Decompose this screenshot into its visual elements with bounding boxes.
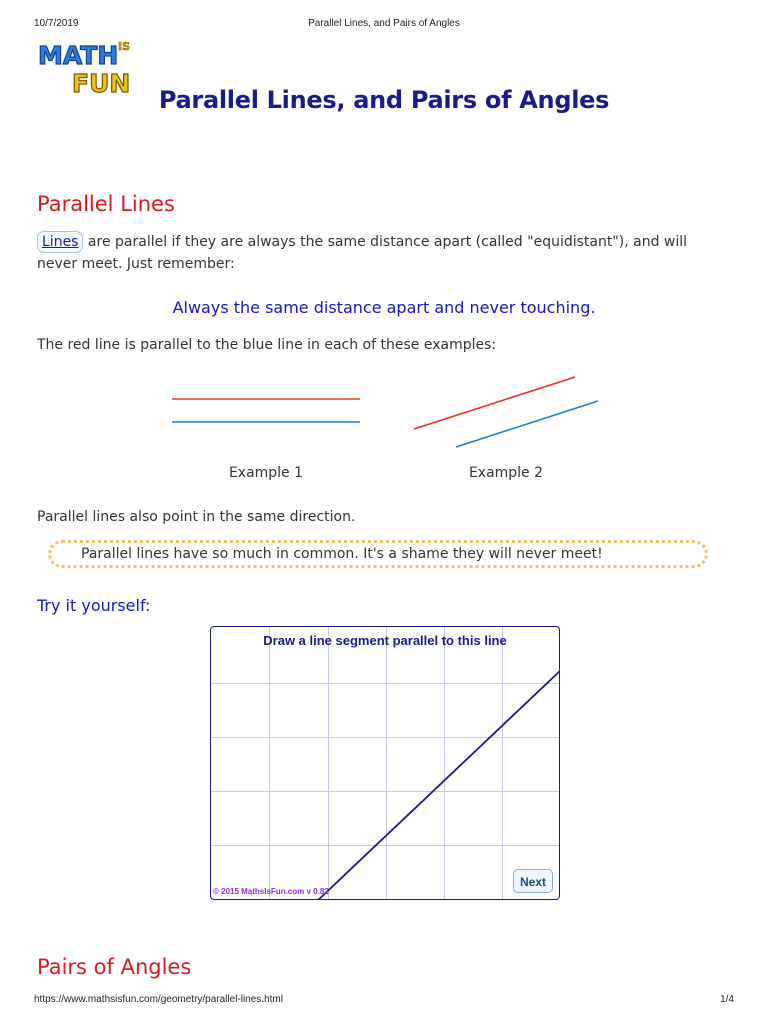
highlight-statement: Always the same distance apart and never touching.: [172, 298, 596, 317]
widget-grid-canvas[interactable]: [211, 627, 560, 900]
widget-grid: [211, 627, 560, 900]
logo-text-is: IS: [118, 40, 131, 53]
example1-label: Example 1: [228, 465, 304, 481]
given-line: [315, 670, 560, 900]
logo-text-fun: FUN: [72, 69, 131, 98]
page-title: Parallel Lines, and Pairs of Angles: [158, 86, 610, 114]
section-heading-parallel-lines: Parallel Lines: [37, 192, 175, 216]
print-page-number: 1/4: [720, 994, 734, 1005]
intro-text: are parallel if they are always the same distance apart (called "equidistant"), and will never meet. Just remember:: [37, 234, 688, 272]
print-date: 10/7/2019: [34, 18, 79, 29]
try-it-yourself-heading: Try it yourself:: [37, 596, 151, 615]
logo-text-math: MATH: [38, 41, 119, 70]
examples-intro: The red line is parallel to the blue line in each of these examples:: [37, 337, 497, 353]
next-button[interactable]: Next: [513, 869, 553, 893]
widget-title: Draw a line segment parallel to this line: [263, 633, 507, 648]
lines-link[interactable]: Lines: [37, 231, 83, 253]
joke-callout: Parallel lines have so much in common. It's a shame they will never meet!: [48, 540, 708, 568]
section-heading-pairs-of-angles: Pairs of Angles: [37, 955, 192, 979]
direction-note: Parallel lines also point in the same direction.: [37, 509, 356, 525]
parallel-line-widget[interactable]: [210, 626, 560, 900]
print-page-title: Parallel Lines, and Pairs of Angles: [308, 18, 460, 29]
example2-red-line: [414, 377, 575, 429]
intro-paragraph: [37, 231, 727, 275]
example2-label: Example 2: [468, 465, 544, 481]
print-footer: [34, 994, 734, 1005]
parallel-examples-figure: [0, 370, 768, 460]
widget-copyright: © 2015 MathsIsFun.com v 0.82: [213, 887, 329, 896]
print-url: https://www.mathsisfun.com/geometry/parallel-lines.html: [34, 994, 283, 1005]
